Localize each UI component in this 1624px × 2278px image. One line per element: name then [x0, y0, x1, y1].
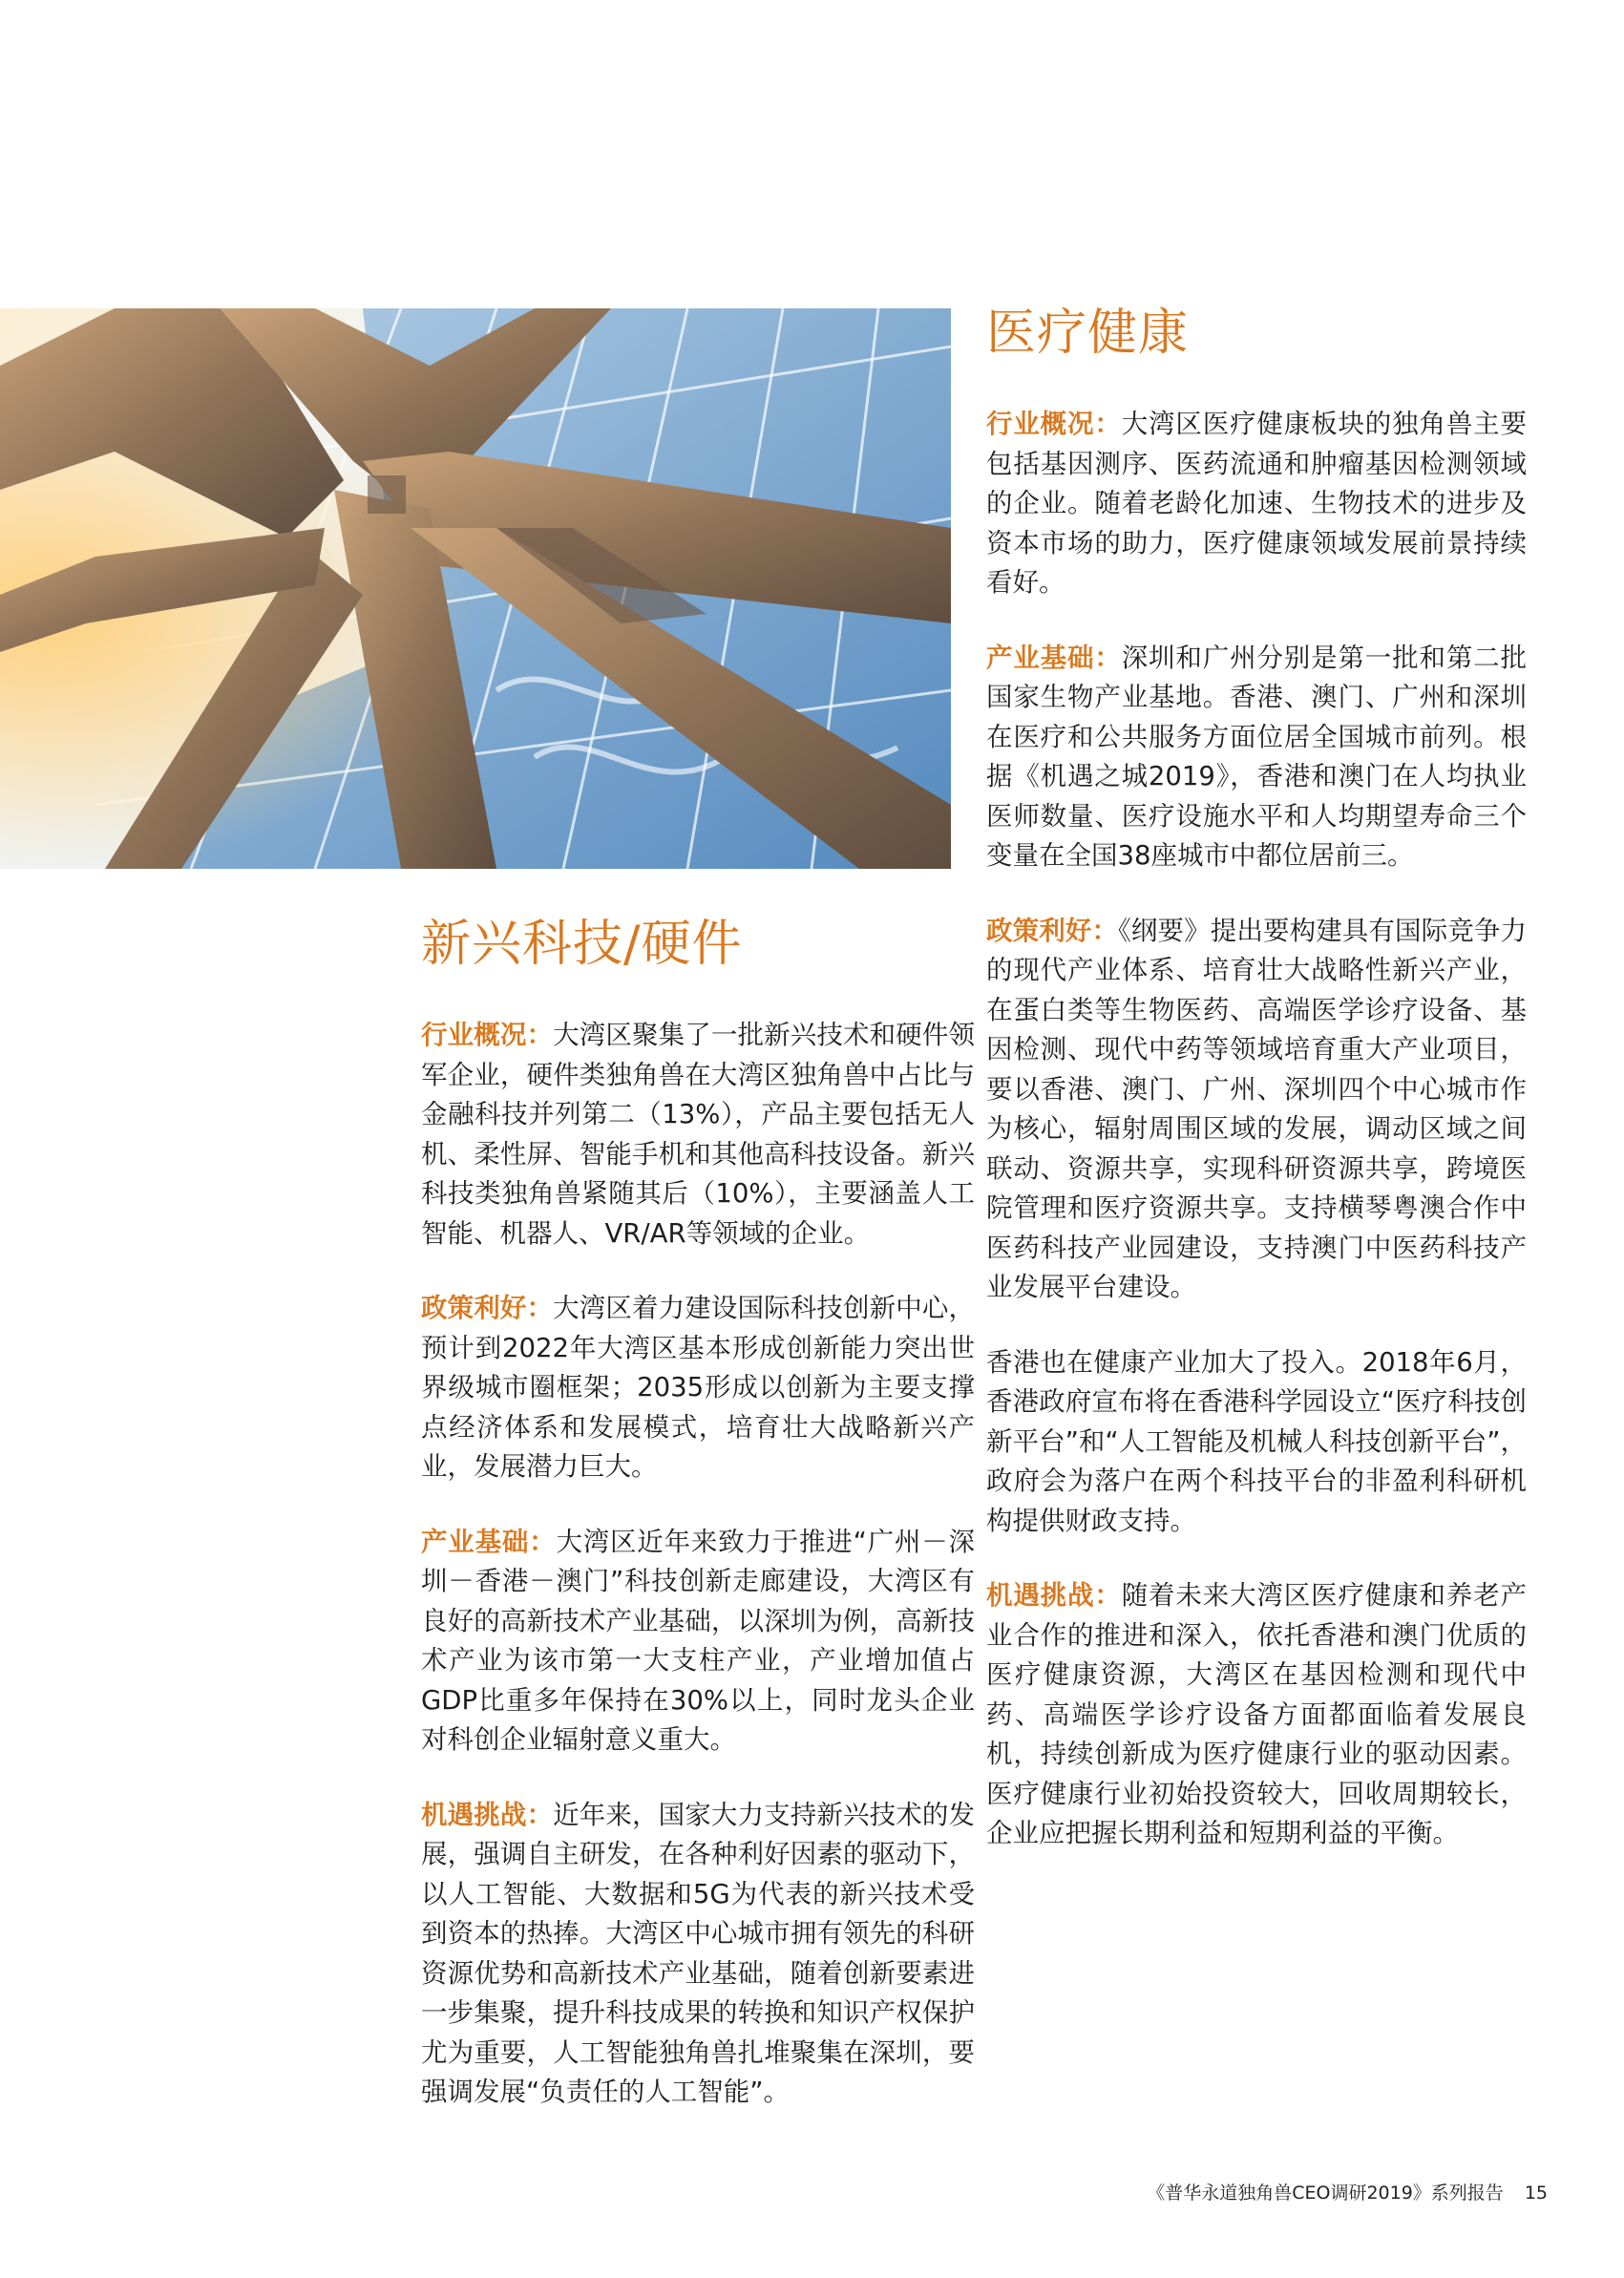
section-title-emerging-tech: 新兴科技/硬件: [421, 916, 743, 973]
paragraph-text: 大湾区医疗健康板块的独角兽主要包括基因测序、医药流通和肿瘤基因检测领域的企业。随着老龄化加速、生物技术的进步及资本市场的助力，医疗健康领域发展前景持续看好。: [986, 409, 1528, 599]
paragraph-policy: [421, 1289, 975, 1487]
paragraph-text: 深圳和广州分别是第一批和第二批国家生物产业基地。香港、澳门、广州和深圳在医疗和公共服务方面位居全国城市前列。根据《机遇之城2019》，香港和澳门在人均执业医师数量、医疗设施水平和人均期望寿命三个变量在全国38座城市中都位居前三。: [986, 642, 1528, 872]
paragraph-label: 政策利好：: [421, 1293, 554, 1324]
page-number: 15: [1524, 2183, 1548, 2204]
paragraph-industry-base: [421, 1523, 975, 1761]
emerging-tech-section: [421, 915, 975, 2148]
paragraph-label: 政策利好：: [986, 915, 1119, 946]
paragraph-text: 近年来，国家大力支持新兴技术的发展，强调自主研发，在各种利好因素的驱动下，以人工智能、大数据和5G为代表的新兴技术受到资本的热捧。大湾区中心城市拥有领先的科研资源优势和高新技术产业基础，随着创新要素进一步集聚，提升科技成果的转换和知识产权保护尤为重要，人工智能独角兽扎堆聚集在深圳，要强调发展“负责任的人工智能”。: [421, 1799, 975, 2108]
paragraph-text: 《纲要》提出要构建具有国际竞争力的现代产业体系、培育壮大战略性新兴产业，在蛋白类等生物医药、高端医学诊疗设备、基因检测、现代中药等领域培育重大产业项目，要以香港、澳门、广州、深圳四个中心城市作为核心，辐射周围区域的发展，调动区域之间联动、资源共享，实现科研资源共享，跨境医院管理和医疗资源共享。支持横琴粤澳合作中医药科技产业园建设，支持澳门中医药科技产业发展平台建设。: [986, 915, 1527, 1303]
paragraph-label: 机遇挑战：: [986, 1580, 1122, 1612]
paragraph-opportunities: [421, 1796, 975, 2113]
paragraph-label: 产业基础：: [421, 1526, 557, 1557]
paragraph-label: 产业基础：: [986, 642, 1122, 673]
paragraph-opportunities: [986, 1576, 1527, 1854]
paragraph-text: 香港也在健康产业加大了投入。2018年6月，香港政府宣布将在香港科学园设立“医疗科技创新平台”和“人工智能及机械人科技创新平台”，政府会为落户在两个科技平台的非盈利科研机构提供财政支持。: [986, 1346, 1527, 1536]
paragraph-text: 随着未来大湾区医疗健康和养老产业合作的推进和深入，依托香港和澳门优质的医疗健康资源，大湾区在基因检测和现代中药、高端医学诊疗设备方面都面临着发展良机，持续创新成为医疗健康行业的驱动因素。 医疗健康行业初始投资较大，回收周期较长，企业应把握长期利益和短期利益的平衡。: [986, 1580, 1528, 1849]
report-title: 《普华永道独角兽CEO调研2019》系列报告: [1147, 2183, 1504, 2204]
paragraph-text: 大湾区聚集了一批新兴技术和硬件领军企业，硬件类独角兽在大湾区独角兽中占比与金融科技并列第二（13%），产品主要包括无人机、柔性屏、智能手机和其他高科技设备。新兴科技类独角兽紧随其后（10%），主要涵盖人工智能、机器人、VR/AR等领域的企业。: [421, 1020, 975, 1249]
paragraph-text: 大湾区近年来致力于推进“广州－深圳－香港－澳门”科技创新走廊建设，大湾区有良好的高新技术产业基础，以深圳为例，高新技术产业为该市第一大支柱产业，产业增加值占GDP比重多年保持在30%以上，同时龙头企业对科创企业辐射意义重大。: [421, 1526, 975, 1756]
healthcare-section: [986, 304, 1527, 1889]
section-title-healthcare: 医疗健康: [986, 305, 1190, 362]
paragraph-policy: [986, 912, 1527, 1308]
paragraph-label: 行业概况：: [986, 409, 1122, 440]
paragraph-label: 行业概况：: [421, 1020, 554, 1051]
architecture-photo-svg: [0, 308, 951, 869]
paragraph-text: 大湾区着力建设国际科技创新中心，预计到2022年大湾区基本形成创新能力突出世界级城市圈框架；2035形成以创新为主要支撑点经济体系和发展模式，培育壮大战略新兴产业，发展潜力巨大。: [421, 1293, 975, 1483]
paragraph-label: 机遇挑战：: [421, 1799, 554, 1830]
architecture-photo: [0, 308, 951, 869]
paragraph-industry-overview: [986, 405, 1527, 603]
paragraph-industry-base: [986, 639, 1527, 876]
paragraph-hongkong-investment: [986, 1343, 1527, 1542]
paragraph-industry-overview: [421, 1016, 975, 1254]
page-footer: [1147, 2179, 1548, 2204]
